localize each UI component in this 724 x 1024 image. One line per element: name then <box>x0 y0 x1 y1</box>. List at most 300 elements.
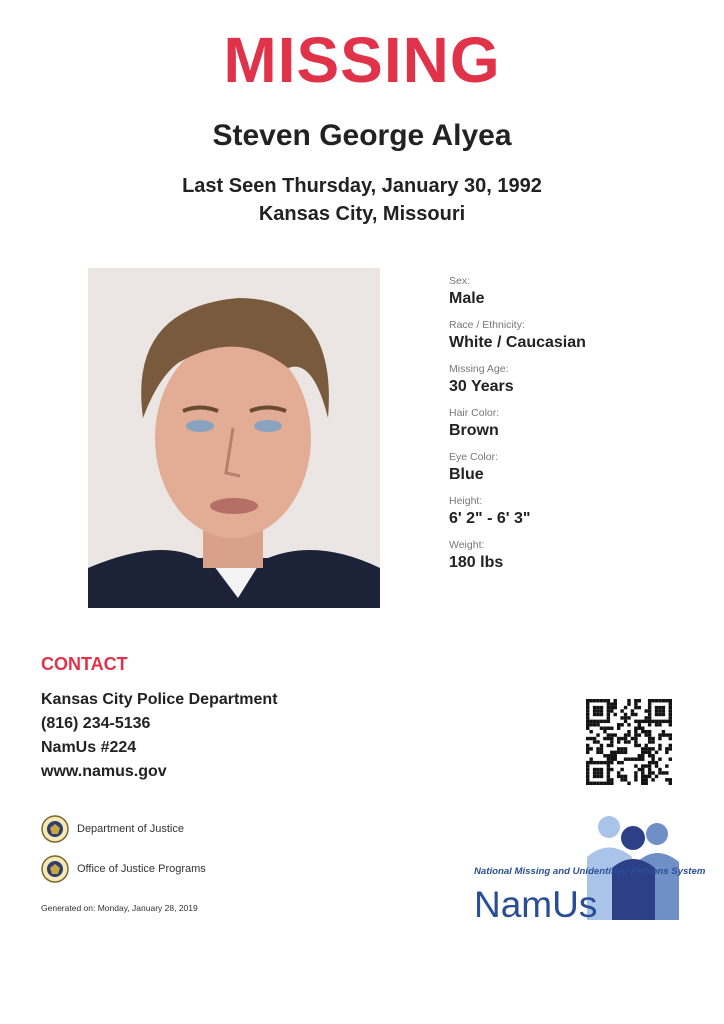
qr-module <box>662 706 665 709</box>
qr-module <box>638 706 641 709</box>
qr-module <box>596 751 599 754</box>
qr-module <box>607 778 610 781</box>
qr-module <box>620 709 623 712</box>
qr-module <box>634 706 637 709</box>
qr-module <box>614 706 617 709</box>
qr-module <box>634 757 637 760</box>
qr-module <box>648 764 651 767</box>
namus-wordmark: NamUs <box>474 884 598 925</box>
qr-module <box>596 740 599 743</box>
qr-module <box>617 740 620 743</box>
qr-module <box>596 699 599 702</box>
qr-module <box>669 737 672 740</box>
qr-module <box>655 720 658 723</box>
qr-module <box>620 716 623 719</box>
qr-module <box>600 751 603 754</box>
qr-module <box>586 709 589 712</box>
qr-module <box>662 730 665 733</box>
qr-module <box>617 771 620 774</box>
detail-label: Sex: <box>449 275 471 287</box>
qr-module <box>603 720 606 723</box>
detail-value: Male <box>449 290 485 307</box>
qr-module <box>641 730 644 733</box>
qr-module <box>593 737 596 740</box>
qr-module <box>607 720 610 723</box>
qr-module <box>669 744 672 747</box>
qr-module <box>596 782 599 785</box>
qr-module <box>600 771 603 774</box>
detail-label: Race / Ethnicity: <box>449 319 525 331</box>
qr-module <box>620 775 623 778</box>
qr-module <box>600 727 603 730</box>
qr-module <box>624 751 627 754</box>
qr-module <box>644 733 647 736</box>
qr-module <box>607 702 610 705</box>
qr-module <box>596 709 599 712</box>
qr-module <box>593 706 596 709</box>
qr-module <box>662 709 665 712</box>
qr-module <box>665 764 668 767</box>
contact-agency: Kansas City Police Department <box>41 691 278 708</box>
qr-module <box>644 764 647 767</box>
qr-module <box>634 771 637 774</box>
qr-module <box>669 702 672 705</box>
qr-module <box>644 716 647 719</box>
qr-module <box>631 709 634 712</box>
qr-module <box>651 757 654 760</box>
qr-module <box>600 782 603 785</box>
qr-module <box>648 771 651 774</box>
qr-module <box>641 775 644 778</box>
qr-module <box>669 757 672 760</box>
qr-module <box>593 768 596 771</box>
qr-module <box>607 716 610 719</box>
qr-module <box>600 761 603 764</box>
qr-module <box>603 737 606 740</box>
qr-module <box>586 716 589 719</box>
qr-module <box>627 782 630 785</box>
qr-module <box>586 723 589 726</box>
qr-module <box>658 713 661 716</box>
qr-module <box>644 775 647 778</box>
qr-module <box>655 723 658 726</box>
qr-module <box>662 699 665 702</box>
qr-module <box>586 751 589 754</box>
qr-module <box>665 699 668 702</box>
qr-module <box>665 771 668 774</box>
qr-module <box>589 757 592 760</box>
qr-module <box>603 754 606 757</box>
qr-module <box>669 709 672 712</box>
qr-module <box>610 768 613 771</box>
qr-module <box>648 720 651 723</box>
qr-module <box>669 713 672 716</box>
contact-case-number: NamUs #224 <box>41 739 137 756</box>
qr-module <box>596 761 599 764</box>
qr-module <box>655 764 658 767</box>
qr-module <box>586 768 589 771</box>
qr-module <box>586 744 589 747</box>
qr-module <box>614 757 617 760</box>
detail-label: Hair Color: <box>449 407 500 419</box>
qr-module <box>610 761 613 764</box>
qr-module <box>610 706 613 709</box>
qr-module <box>593 723 596 726</box>
qr-module <box>620 723 623 726</box>
qr-module <box>586 727 589 730</box>
qr-module <box>658 744 661 747</box>
qr-module <box>665 733 668 736</box>
qr-module <box>641 720 644 723</box>
contact-heading: CONTACT <box>41 654 128 674</box>
qr-module <box>614 733 617 736</box>
qr-module <box>607 761 610 764</box>
qr-module <box>634 775 637 778</box>
qr-module <box>648 699 651 702</box>
qr-module <box>627 702 630 705</box>
qr-module <box>624 757 627 760</box>
qr-module <box>658 768 661 771</box>
qr-module <box>624 747 627 750</box>
qr-module <box>651 778 654 781</box>
qr-module <box>596 768 599 771</box>
doj-seal-icon <box>41 815 69 843</box>
qr-module <box>662 733 665 736</box>
qr-module <box>641 747 644 750</box>
qr-module <box>644 782 647 785</box>
qr-module <box>651 740 654 743</box>
qr-module <box>624 775 627 778</box>
detail-label: Eye Color: <box>449 451 499 463</box>
agency-doj <box>41 815 184 843</box>
qr-module <box>655 761 658 764</box>
qr-module <box>638 723 641 726</box>
detail-label: Missing Age: <box>449 363 509 375</box>
qr-module <box>596 747 599 750</box>
qr-module <box>641 778 644 781</box>
qr-module <box>586 782 589 785</box>
qr-module <box>648 709 651 712</box>
qr-module <box>607 727 610 730</box>
qr-module <box>669 782 672 785</box>
qr-module <box>586 720 589 723</box>
qr-module <box>586 713 589 716</box>
namus-logo-graphic <box>472 812 706 925</box>
qr-code[interactable] <box>586 699 672 785</box>
qr-module <box>607 744 610 747</box>
qr-module <box>596 771 599 774</box>
qr-module <box>627 733 630 736</box>
namus-tagline: National Missing and Unidentified Persons System <box>474 866 706 877</box>
qr-module <box>648 740 651 743</box>
qr-module <box>665 751 668 754</box>
qr-module <box>614 713 617 716</box>
qr-module <box>614 754 617 757</box>
qr-module <box>651 754 654 757</box>
qr-module <box>669 747 672 750</box>
qr-module <box>624 706 627 709</box>
qr-module <box>655 775 658 778</box>
ojp-seal-icon <box>41 855 69 883</box>
qr-module <box>624 713 627 716</box>
qr-module <box>589 782 592 785</box>
qr-module <box>589 720 592 723</box>
qr-module <box>586 775 589 778</box>
portrait-illustration <box>88 268 380 608</box>
detail-race <box>449 318 669 354</box>
qr-module <box>634 699 637 702</box>
last-seen-block <box>0 172 724 228</box>
qr-module <box>600 709 603 712</box>
detail-label: Height: <box>449 495 483 507</box>
qr-module <box>648 775 651 778</box>
qr-module <box>620 747 623 750</box>
qr-module <box>610 757 613 760</box>
qr-module <box>644 778 647 781</box>
qr-module <box>658 737 661 740</box>
qr-module <box>603 699 606 702</box>
qr-module <box>658 757 661 760</box>
qr-module <box>589 730 592 733</box>
qr-module <box>648 713 651 716</box>
qr-module <box>634 778 637 781</box>
qr-module <box>658 720 661 723</box>
qr-module <box>603 761 606 764</box>
headline-missing: MISSING <box>223 24 501 96</box>
qr-module <box>607 713 610 716</box>
qr-module <box>593 782 596 785</box>
qr-module <box>596 706 599 709</box>
qr-module <box>617 775 620 778</box>
qr-module <box>648 723 651 726</box>
qr-module <box>651 699 654 702</box>
qr-module <box>610 744 613 747</box>
qr-module <box>641 771 644 774</box>
detail-sex <box>449 274 669 310</box>
qr-module <box>620 768 623 771</box>
qr-module <box>607 737 610 740</box>
qr-module <box>610 702 613 705</box>
qr-module <box>631 757 634 760</box>
qr-module <box>596 720 599 723</box>
qr-module <box>644 751 647 754</box>
detail-value: Blue <box>449 466 484 483</box>
qr-module <box>617 747 620 750</box>
qr-module <box>634 764 637 767</box>
qr-module <box>593 720 596 723</box>
qr-module <box>634 733 637 736</box>
last-seen-date: Last Seen Thursday, January 30, 1992 <box>182 175 542 197</box>
qr-module <box>617 737 620 740</box>
qr-module <box>620 761 623 764</box>
detail-value: 30 Years <box>449 378 514 395</box>
qr-module <box>617 723 620 726</box>
contact-info <box>41 688 278 784</box>
qr-module <box>655 706 658 709</box>
detail-age <box>449 362 669 398</box>
qr-module <box>655 751 658 754</box>
qr-module <box>610 778 613 781</box>
qr-module <box>658 699 661 702</box>
qr-module <box>600 699 603 702</box>
qr-module <box>586 764 589 767</box>
qr-module <box>641 764 644 767</box>
qr-module <box>589 723 592 726</box>
qr-module <box>610 737 613 740</box>
qr-module <box>665 747 668 750</box>
qr-module <box>624 733 627 736</box>
qr-module <box>648 737 651 740</box>
qr-module <box>607 775 610 778</box>
qr-module <box>614 702 617 705</box>
qr-module <box>648 706 651 709</box>
qr-module <box>607 764 610 767</box>
qr-module <box>607 754 610 757</box>
detail-value: Brown <box>449 422 499 439</box>
qr-module <box>596 713 599 716</box>
qr-module <box>655 709 658 712</box>
qr-module <box>607 699 610 702</box>
qr-module <box>651 771 654 774</box>
qr-module <box>624 740 627 743</box>
qr-module <box>669 778 672 781</box>
qr-module <box>624 737 627 740</box>
qr-module <box>638 720 641 723</box>
qr-module <box>658 747 661 750</box>
qr-module <box>610 754 613 757</box>
qr-module <box>648 733 651 736</box>
qr-module <box>617 727 620 730</box>
qr-module <box>610 740 613 743</box>
qr-module <box>589 737 592 740</box>
qr-module <box>655 713 658 716</box>
qr-module <box>600 768 603 771</box>
qr-module <box>658 709 661 712</box>
qr-module <box>620 737 623 740</box>
qr-module <box>641 727 644 730</box>
detail-eyes <box>449 450 669 486</box>
qr-module <box>651 737 654 740</box>
qr-module <box>648 768 651 771</box>
qr-module <box>600 720 603 723</box>
qr-module <box>634 740 637 743</box>
qr-module <box>634 730 637 733</box>
qr-module <box>586 706 589 709</box>
qr-module <box>634 727 637 730</box>
qr-module <box>638 699 641 702</box>
qr-module <box>617 751 620 754</box>
qr-module <box>662 713 665 716</box>
qr-module <box>662 720 665 723</box>
qr-module <box>658 706 661 709</box>
detail-hair <box>449 406 669 442</box>
qr-module <box>593 761 596 764</box>
qr-module <box>607 733 610 736</box>
generated-date: Generated on: Monday, January 28, 2019 <box>41 903 198 913</box>
qr-module <box>593 771 596 774</box>
agency-ojp <box>41 855 206 883</box>
qr-module <box>658 771 661 774</box>
qr-module <box>634 713 637 716</box>
namus-logo <box>472 812 706 925</box>
detail-label: Weight: <box>449 539 485 551</box>
qr-module <box>644 730 647 733</box>
qr-module <box>627 699 630 702</box>
person-photo <box>88 268 380 608</box>
qr-module <box>627 757 630 760</box>
qr-module <box>610 733 613 736</box>
qr-module <box>607 706 610 709</box>
qr-module <box>603 782 606 785</box>
qr-module <box>607 757 610 760</box>
qr-module <box>644 744 647 747</box>
qr-module <box>627 716 630 719</box>
detail-value: White / Caucasian <box>449 334 586 351</box>
qr-module <box>634 744 637 747</box>
qr-module <box>586 761 589 764</box>
qr-module <box>586 747 589 750</box>
qr-module <box>641 754 644 757</box>
contact-website-link[interactable]: www.namus.gov <box>41 763 167 780</box>
qr-module <box>651 747 654 750</box>
qr-module <box>589 699 592 702</box>
contact-phone[interactable]: (816) 234-5136 <box>41 715 151 732</box>
qr-module <box>593 775 596 778</box>
qr-module <box>669 716 672 719</box>
qr-module <box>614 699 617 702</box>
qr-module <box>593 699 596 702</box>
qr-module <box>669 733 672 736</box>
qr-module <box>641 757 644 760</box>
qr-module <box>638 727 641 730</box>
qr-module <box>596 723 599 726</box>
qr-module <box>634 720 637 723</box>
qr-module <box>644 709 647 712</box>
qr-module <box>658 723 661 726</box>
qr-module <box>638 768 641 771</box>
qr-module <box>651 761 654 764</box>
qr-module <box>617 761 620 764</box>
qr-module <box>658 733 661 736</box>
qr-module <box>600 747 603 750</box>
qr-module <box>593 709 596 712</box>
qr-module <box>589 747 592 750</box>
qr-module <box>655 699 658 702</box>
qr-code-graphic <box>586 699 672 785</box>
detail-height <box>449 494 669 530</box>
qr-module <box>600 706 603 709</box>
qr-module <box>638 754 641 757</box>
qr-module <box>665 778 668 781</box>
last-seen-location: Kansas City, Missouri <box>258 203 466 225</box>
qr-module <box>648 751 651 754</box>
qr-module <box>644 720 647 723</box>
qr-module <box>586 771 589 774</box>
detail-value: 180 lbs <box>449 554 504 571</box>
qr-module <box>634 702 637 705</box>
qr-module <box>620 778 623 781</box>
qr-module <box>627 723 630 726</box>
qr-module <box>638 757 641 760</box>
qr-module <box>651 720 654 723</box>
qr-module <box>641 768 644 771</box>
qr-module <box>596 775 599 778</box>
qr-module <box>607 771 610 774</box>
qr-module <box>586 778 589 781</box>
qr-module <box>669 699 672 702</box>
qr-module <box>631 713 634 716</box>
qr-module <box>607 709 610 712</box>
